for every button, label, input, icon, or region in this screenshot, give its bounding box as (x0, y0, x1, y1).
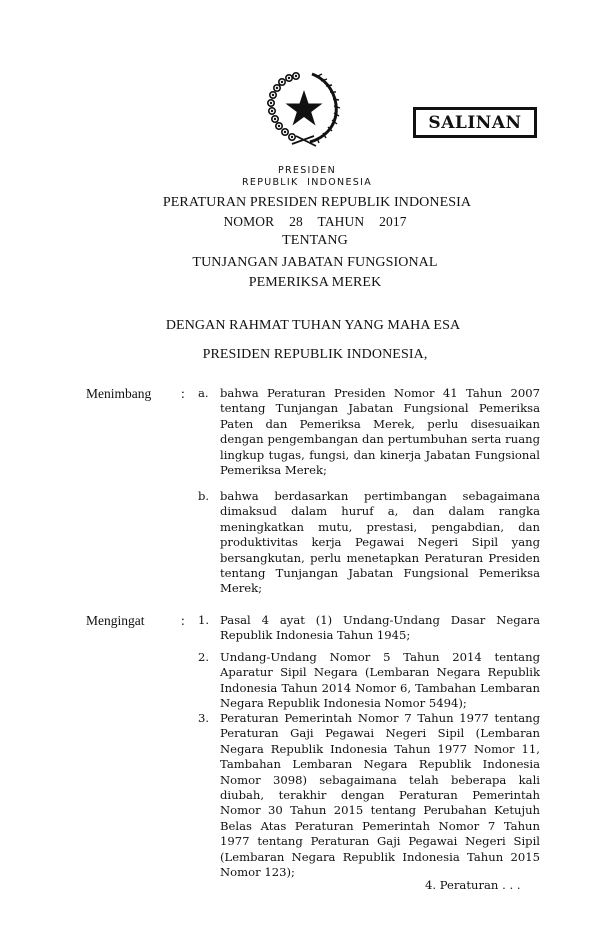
legal-basis-item-3 (198, 711, 540, 880)
regulation-number: NOMOR 28 TAHUN 2017 (223, 214, 407, 229)
item-marker: 3. (198, 711, 210, 725)
section-colon: : (181, 613, 185, 628)
item-marker: 2. (198, 650, 210, 664)
garuda-star-wreath-emblem-icon (266, 70, 342, 150)
legal-basis-item-2 (198, 650, 540, 712)
regulation-subject-line2: PEMERIKSA MEREK (248, 275, 382, 290)
section-colon: : (181, 386, 185, 401)
item-text: bahwa Peraturan Presiden Nomor 41 Tahun 2007 tentang Tunjangan Jabatan Fungsional Pemeriksa Paten dan Pemeriksa Merek, perlu disesuaikan dengan pengembangan dan pertumbuhan serta ruang lingkup tugas, fungsi, dan kinerja Jabatan Fungsional Pemeriksa Merek; (220, 386, 540, 478)
salinan-stamp: SALINAN (413, 107, 537, 138)
regulation-type: PERATURAN PRESIDEN REPUBLIK INDONESIA (162, 195, 472, 210)
legal-basis-item-1 (198, 613, 540, 644)
item-text: Pasal 4 ayat (1) Undang-Undang Dasar Negara Republik Indonesia Tahun 1945; (220, 613, 540, 643)
invocation: DENGAN RAHMAT TUHAN YANG MAHA ESA (165, 318, 461, 333)
item-marker: 1. (198, 613, 210, 627)
section-label-menimbang: Menimbang (86, 386, 152, 401)
letterhead-presiden: PRESIDEN (278, 165, 336, 176)
item-text: Peraturan Pemerintah Nomor 7 Tahun 1977 tentang Peraturan Gaji Pegawai Negeri Sipil (Lembaran Negara Republik Indonesia Tahun 1977 Nomor 11, Tambahan Lembaran Negara Republik Indonesia Nomor 3098) sebagaimana telah beberapa kali diubah, terakhir dengan Peraturan Pemerintah Nomor 30 Tahun 2015 tentang Perubahan Ketujuh Belas Atas Peraturan Pemerintah Nomor 7 Tahun 1977 tentang Peraturan Gaji Pegawai Negeri Sipil (Lembaran Negara Republik Indonesia Tahun 2015 Nomor 123); (220, 711, 540, 880)
letterhead-republik-indonesia: REPUBLIK INDONESIA (241, 177, 372, 188)
continuation-marker: 4. Peraturan . . . (425, 878, 521, 892)
item-text: bahwa berdasarkan pertimbangan sebagaimana dimaksud dalam huruf a, dan dalam rangka meningkatkan mutu, prestasi, pengabdian, dan produktivitas kerja Pegawai Negeri Sipil yang bersangkutan, perlu menetapkan Peraturan Presiden tentang Tunjangan Jabatan Fungsional Pemeriksa Merek; (220, 489, 540, 596)
item-marker: b. (198, 489, 210, 503)
section-label-mengingat: Mengingat (86, 613, 145, 628)
considering-item-b (198, 489, 540, 597)
item-marker: a. (198, 386, 209, 400)
regulation-subject-line1: TUNJANGAN JABATAN FUNGSIONAL (192, 255, 438, 270)
regulation-about-label: TENTANG (282, 233, 348, 248)
issuer: PRESIDEN REPUBLIK INDONESIA, (202, 347, 428, 362)
considering-item-a (198, 386, 540, 478)
item-text: Undang-Undang Nomor 5 Tahun 2014 tentang Aparatur Sipil Negara (Lembaran Negara Republik Indonesia Tahun 2014 Nomor 6, Tambahan Lembaran Negara Republik Indonesia Nomor 5494); (220, 650, 540, 711)
